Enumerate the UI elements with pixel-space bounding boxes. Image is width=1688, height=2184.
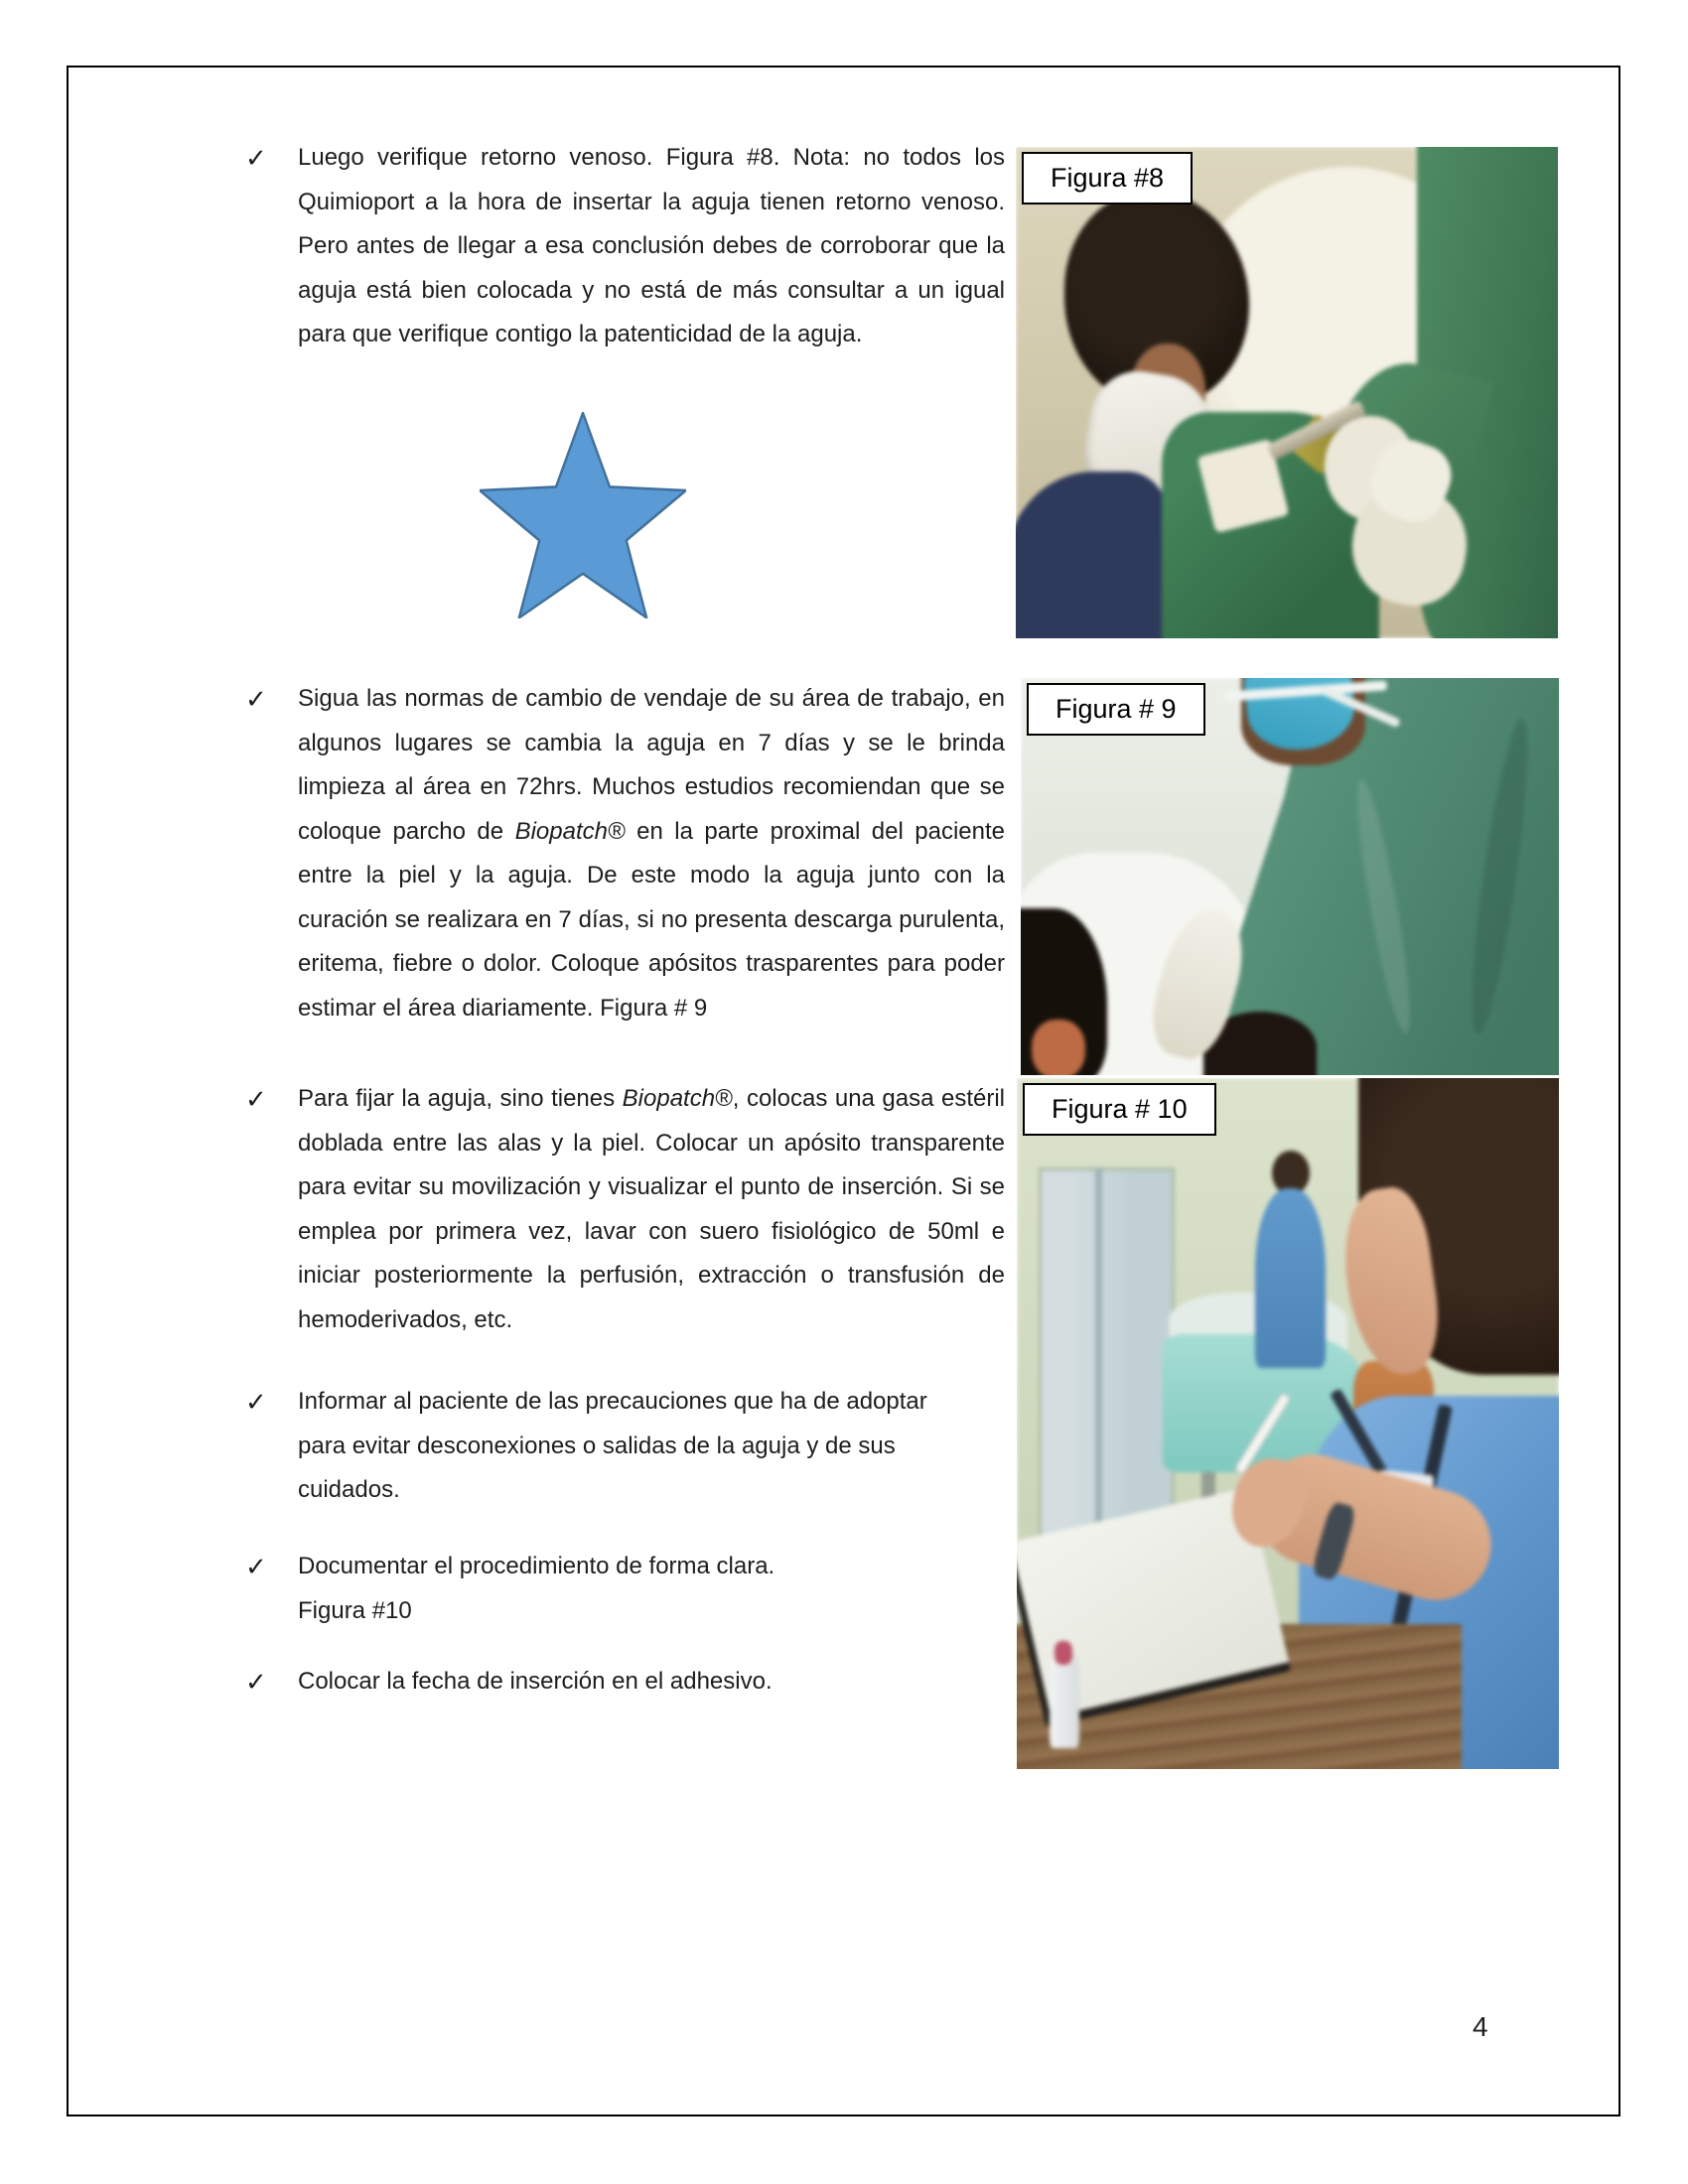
fig9-scene [1021,678,1559,1075]
figure-9-label: Figura # 9 [1027,683,1205,736]
bullet-text: Para fijar la aguja, sino tienes Biopatch®, colocas una gasa estéril doblada entre las alas y la piel. Colocar un apósito transparente para evitar su movilización y visualizar el punto de inserción. Si se emplea por primera vez, lavar con suero fisiológico de 50ml e iniciar posteriormente la perfusión, extracción o transfusión de hemoderivados, etc. [298,1085,1005,1333]
bullet-text: Informar al paciente de las precauciones que ha de adoptar para evitar desconexiones o salidas de la aguja y de sus cuidados. [298,1388,927,1503]
bullet-item-dressing-change-rules [245,677,1005,1030]
star-shape [480,412,686,618]
checkmark-icon: ✓ [245,1387,267,1417]
bullet-text: Luego verifique retorno venoso. Figura #8. Nota: no todos los Quimioport a la hora de insertar la aguja tienen retorno venoso. Pero antes de llegar a esa conclusión debes de corroborar que la aguja está bien colocada y no está de más consultar a un igual para que verifique contigo la patenticidad de la aguja. [298,144,1005,347]
figure-9-photo [1021,678,1559,1075]
fig10-background-staff [1255,1188,1326,1368]
checkmark-icon: ✓ [245,1552,267,1581]
checkmark-icon: ✓ [245,684,267,714]
figure-10-photo [1017,1078,1559,1769]
figure-10-label: Figura # 10 [1023,1083,1216,1136]
bullet-item-document-procedure [245,1545,1005,1633]
checkmark-icon: ✓ [245,1084,267,1114]
checkmark-icon: ✓ [245,143,267,173]
fig8-scene [1016,147,1558,638]
checkmark-icon: ✓ [245,1667,267,1697]
bullet-item-insertion-date [245,1660,1005,1705]
fig10-bottle-cap [1055,1641,1071,1665]
fig10-bottle [1050,1652,1079,1748]
fig10-scene [1017,1078,1559,1769]
figure-8-photo [1016,147,1558,638]
page-number: 4 [1473,2011,1488,2042]
bullet-text: Colocar la fecha de inserción en el adhesivo. [298,1668,773,1695]
bullet-text: Sigua las normas de cambio de vendaje de su área de trabajo, en algunos lugares se cambia la aguja en 7 días y se le brinda limpieza al área en 72hrs. Muchos estudios recomiendan que se coloque parcho de Biopatch® en la parte proximal del paciente entre la piel y la aguja. De este modo la aguja junto con la curación se realizara en 7 días, si no presenta descarga purulenta, eritema, fiebre o dolor. Coloque apósitos trasparentes para poder estimar el área diariamente. Figura # 9 [298,685,1006,1022]
bullet-item-fix-needle [245,1077,1005,1342]
fig8-patient-shoulder [1016,472,1168,638]
bullet-item-inform-patient [245,1380,1005,1513]
bullet-item-verify-venous-return [245,136,1005,357]
fig9-patient-face [1032,1020,1085,1075]
figure-8-label: Figura #8 [1022,152,1193,205]
bullet-text: Documentar el procedimiento de forma clara. Figura #10 [298,1553,775,1624]
